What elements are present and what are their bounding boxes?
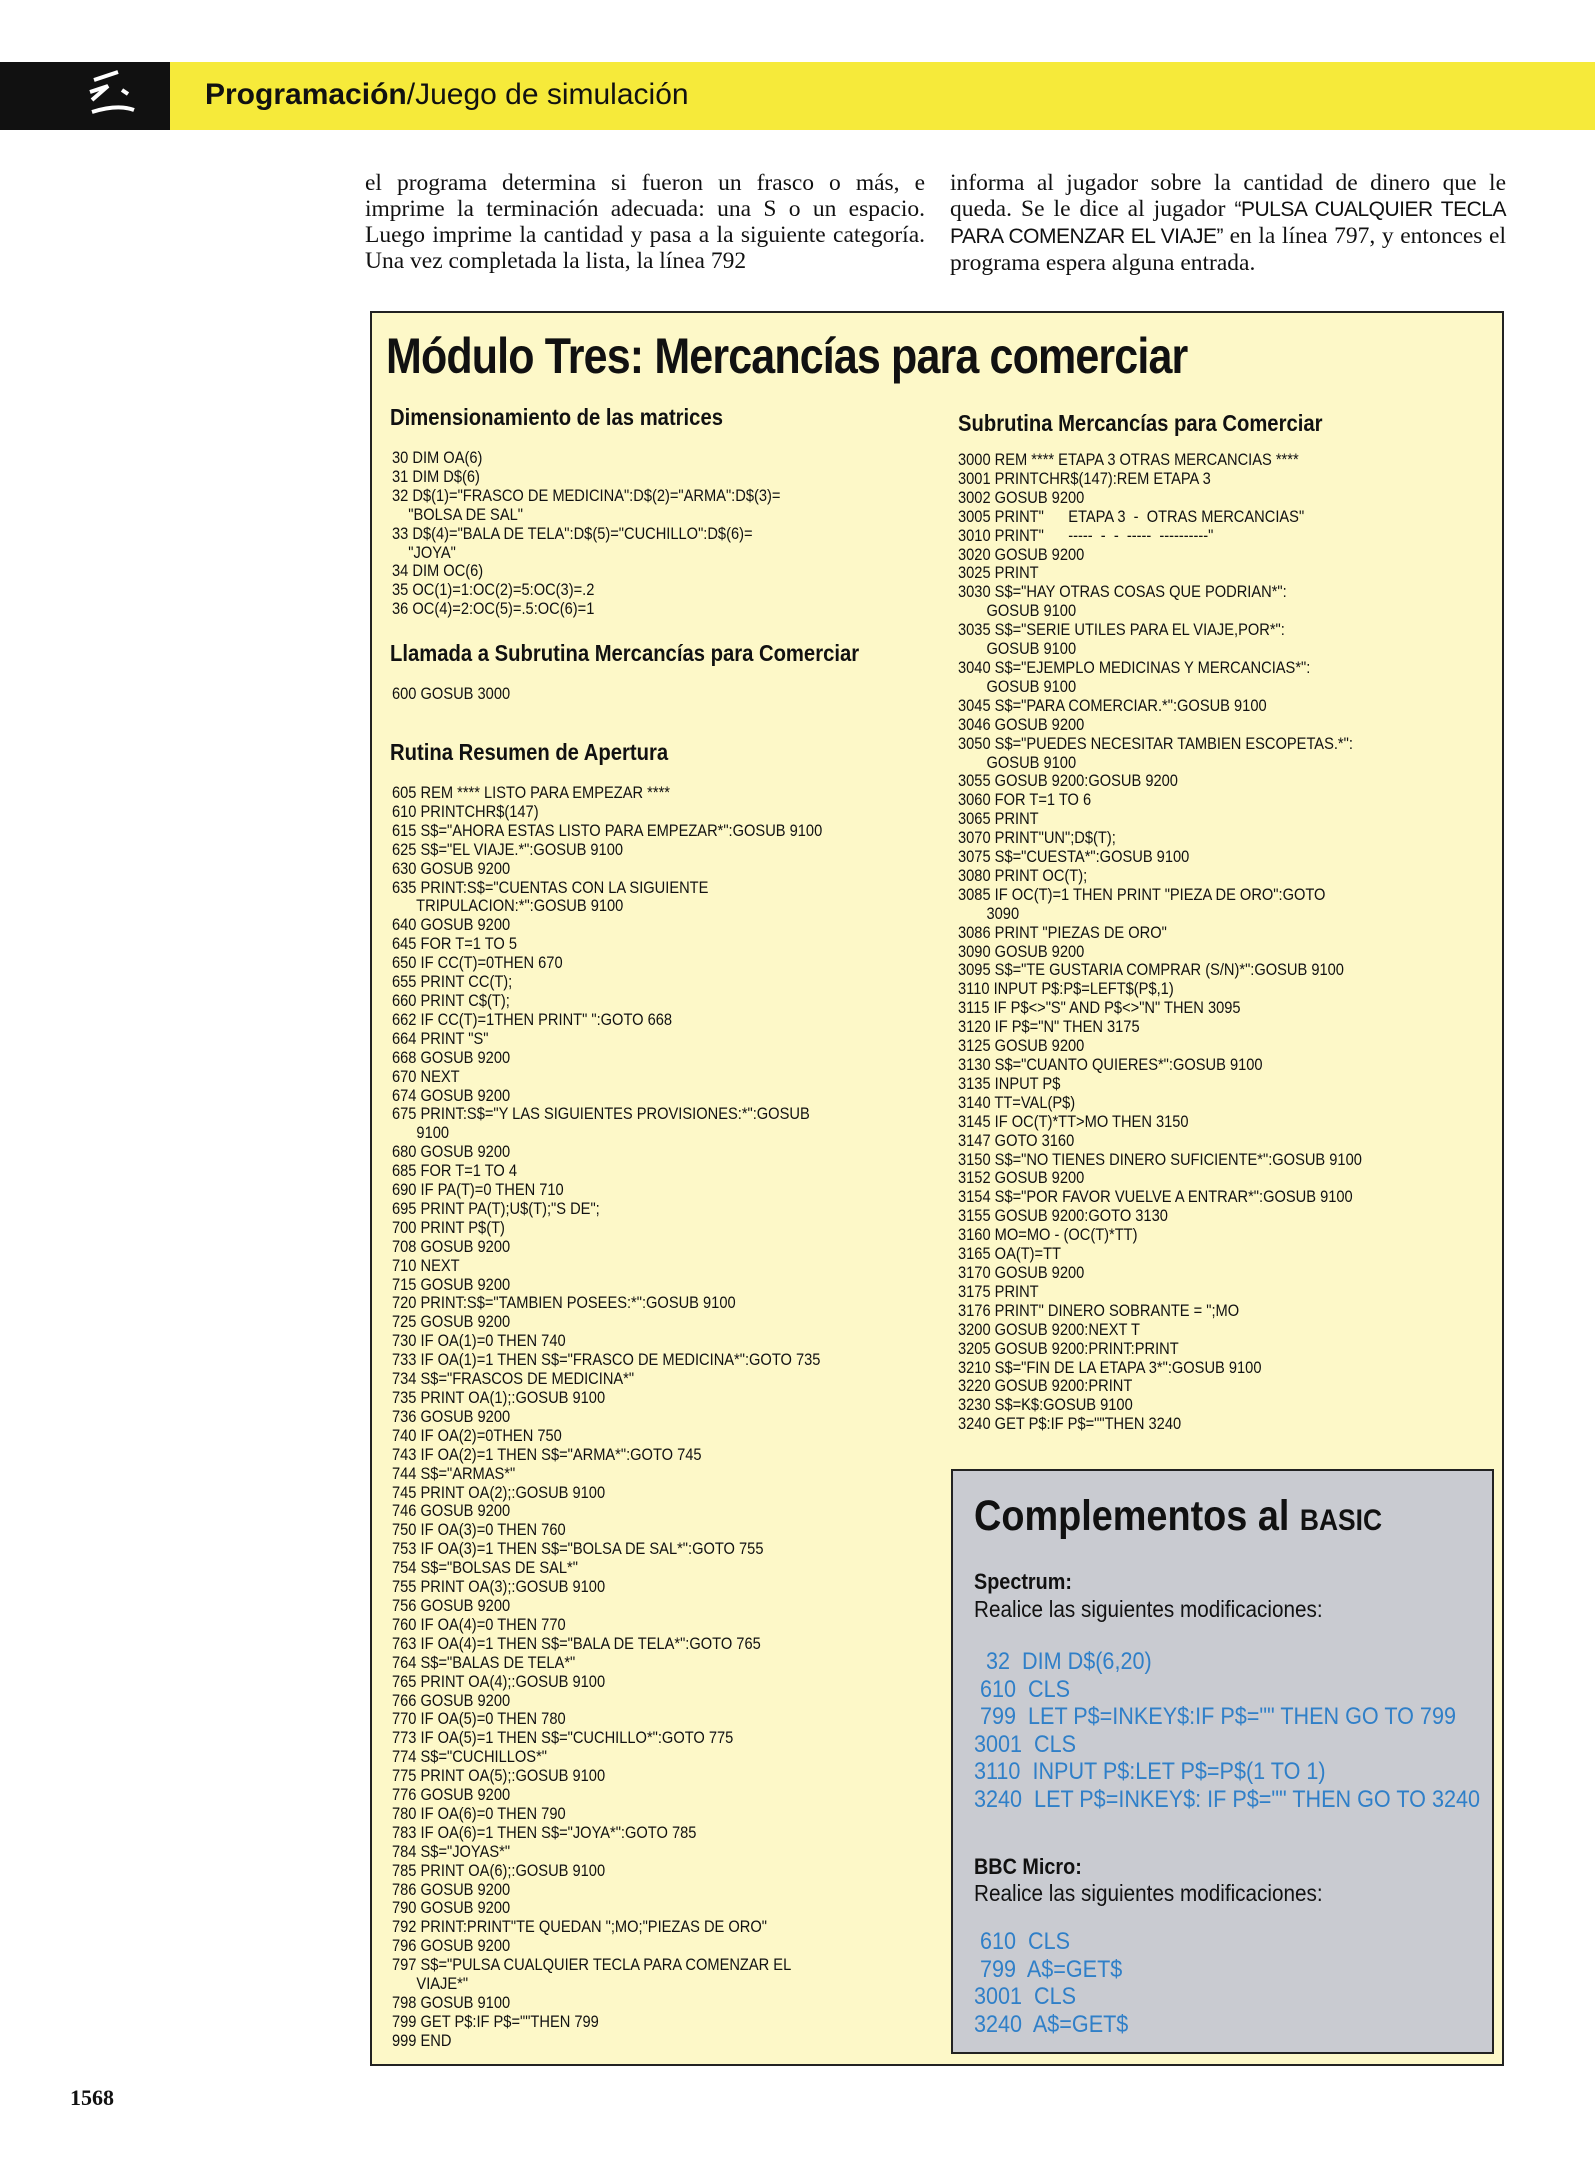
section-title-rest: /Juego de simulación — [406, 78, 689, 111]
intro-right-start: informa al jugador sobre la cantidad de dinero que le queda. Se le dice al jugador — [950, 170, 1506, 222]
call-code-listing: 600 GOSUB 3000 — [392, 685, 511, 703]
bbc-code-listing: 610 CLS 799 A$=GET$ 3001 CLS 3240 A$=GET$ — [974, 1928, 1129, 2038]
logo-icon — [88, 70, 148, 122]
subroutine-section-title: Subrutina Mercancías para Comerciar — [958, 410, 1323, 436]
intro-paragraph-right — [950, 170, 1506, 276]
series-logo — [0, 62, 170, 130]
bbc-instructions: Realice las siguientes modificaciones: — [974, 1880, 1323, 1906]
spectrum-instructions: Realice las siguientes modificaciones: — [974, 1596, 1323, 1622]
subroutine-code-listing: 3000 REM **** ETAPA 3 OTRAS MERCANCIAS **** 3001 PRINTCHR$(147):REM ETAPA 3 3002 GOSUB 9200 3005 PRINT" ETAPA 3 - OTRAS MERCANCIAS" 3010 PRINT" ----- - - ----- ----------" 3020 GOSUB 9200 3025 PRINT 3030 S$="HAY OTRAS COSAS QUE PODRIAN*": GOSUB 9100 3035 S$="SERIE UTILES PARA EL VIAJE,POR*": GOSUB 9100 3040 S$="EJEMPLO MEDICINAS Y MERCANCIAS*": GOSUB 9100 3045 S$="PARA COMERCIAR.*":GOSUB 9100 3046 GOSUB 9200 3050 S$="PUEDES NECESITAR TAMBIEN ESCOPETAS.*": GOSUB 9100 3055 GOSUB 9200:GOSUB 9200 3060 FOR T=1 TO 6 3065 PRINT 3070 PRINT"UN";D$(T); 3075 S$="CUESTA*":GOSUB 9100 3080 PRINT OC(T); 3085 IF OC(T)=1 THEN PRINT "PIEZA DE ORO":GOTO 3090 3086 PRINT "PIEZAS DE ORO" 3090 GOSUB 9200 3095 S$="TE GUSTARIA COMPRAR (S/N)*":GOSUB 9100 3110 INPUT P$:P$=LEFT$(P$,1) 3115 IF P$<>"S" AND P$<>"N" THEN 3095 3120 IF P$="N" THEN 3175 3125 GOSUB 9200 3130 S$="CUANTO QUIERES*":GOSUB 9100 3135 INPUT P$ 3140 TT=VAL(P$) 3145 IF OC(T)*TT>MO THEN 3150 3147 GOTO 3160 3150 S$="NO TIENES DINERO SUFICIENTE*":GOSUB 9100 3152 GOSUB 9200 3154 S$="POR FAVOR VUELVE A ENTRAR*":GOSUB 9100 3155 GOSUB 9200:GOTO 3130 3160 MO=MO - (OC(T)*TT) 3165 OA(T)=TT 3170 GOSUB 9200 3175 PRINT 3176 PRINT" DINERO SOBRANTE = ";MO 3200 GOSUB 9200:NEXT T 3205 GOSUB 9200:PRINT:PRINT 3210 S$="FIN DE LA ETAPA 3*":GOSUB 9100 3220 GOSUB 9200:PRINT 3230 S$=K$:GOSUB 9100 3240 GET P$:IF P$=""THEN 3240 — [958, 451, 1362, 1434]
spectrum-code-listing: 32 DIM D$(6,20) 610 CLS 799 LET P$=INKEY$:IF P$="" THEN GO TO 799 3001 CLS 3110 INPUT P$:LET P$=P$(1 TO 1) 3240 LET P$=INKEY$: IF P$="" THEN GO TO 3240 — [974, 1648, 1480, 1813]
dim-code-listing: 30 DIM OA(6) 31 DIM D$(6) 32 D$(1)="FRASCO DE MEDICINA":D$(2)="ARMA":D$(3)= "BOLSA DE SAL" 33 D$(4)="BALA DE TELA":D$(5)="CUCHILLO":D$(6)= "JOYA" 34 DIM OC(6) 35 OC(1)=1:OC(2)=5:OC(3)=.2 36 OC(4)=2:OC(5)=.5:OC(6)=1 — [392, 449, 781, 619]
intro-paragraph-left: el programa determina si fueron un frasco o más, e imprime la terminación adecuada: una S o un espacio. Luego imprime la cantidad y pasa a la siguiente categoría. Una vez completada la lista, la línea 792 — [365, 170, 925, 274]
dim-section-title: Dimensionamiento de las matrices — [390, 404, 723, 430]
bbc-label: BBC Micro: — [974, 1854, 1082, 1879]
basic-title-main: Complementos al — [974, 1492, 1300, 1540]
module-title: Módulo Tres: Mercancías para comerciar — [386, 328, 1188, 384]
opening-section-title: Rutina Resumen de Apertura — [390, 739, 669, 765]
call-section-title: Llamada a Subrutina Mercancías para Comerciar — [390, 640, 860, 666]
section-title — [205, 78, 689, 112]
section-title-bold: Programación — [205, 78, 407, 111]
basic-title — [974, 1490, 1382, 1547]
basic-title-small: BASIC — [1299, 1504, 1383, 1537]
intro-right-command: “PULSA CUALQUIER TECLA PARA COMENZAR EL VIAJE” — [950, 198, 1506, 248]
page-number: 1568 — [70, 2085, 114, 2110]
intro-right-end: en la línea 797, y entonces el programa espera alguna entrada. — [950, 223, 1506, 276]
spectrum-label: Spectrum: — [974, 1569, 1072, 1594]
opening-code-listing: 605 REM **** LISTO PARA EMPEZAR **** 610 PRINTCHR$(147) 615 S$="AHORA ESTAS LISTO PARA EMPEZAR*":GOSUB 9100 625 S$="EL VIAJE.*":GOSUB 9100 630 GOSUB 9200 635 PRINT:S$="CUENTAS CON LA SIGUIENTE TRIPULACION:*":GOSUB 9100 640 GOSUB 9200 645 FOR T=1 TO 5 650 IF CC(T)=0THEN 670 655 PRINT CC(T); 660 PRINT C$(T); 662 IF CC(T)=1THEN PRINT" ":GOTO 668 664 PRINT "S" 668 GOSUB 9200 670 NEXT 674 GOSUB 9200 675 PRINT:S$="Y LAS SIGUIENTES PROVISIONES:*":GOSUB 9100 680 GOSUB 9200 685 FOR T=1 TO 4 690 IF PA(T)=0 THEN 710 695 PRINT PA(T);U$(T);"S DE"; 700 PRINT P$(T) 708 GOSUB 9200 710 NEXT 715 GOSUB 9200 720 PRINT:S$="TAMBIEN POSEES:*":GOSUB 9100 725 GOSUB 9200 730 IF OA(1)=0 THEN 740 733 IF OA(1)=1 THEN S$="FRASCO DE MEDICINA*":GOTO 735 734 S$="FRASCOS DE MEDICINA*" 735 PRINT OA(1);:GOSUB 9100 736 GOSUB 9200 740 IF OA(2)=0THEN 750 743 IF OA(2)=1 THEN S$="ARMA*":GOTO 745 744 S$="ARMAS*" 745 PRINT OA(2);:GOSUB 9100 746 GOSUB 9200 750 IF OA(3)=0 THEN 760 753 IF OA(3)=1 THEN S$="BOLSA DE SAL*":GOTO 755 754 S$="BOLSAS DE SAL*" 755 PRINT OA(3);:GOSUB 9100 756 GOSUB 9200 760 IF OA(4)=0 THEN 770 763 IF OA(4)=1 THEN S$="BALA DE TELA*":GOTO 765 764 S$="BALAS DE TELA*" 765 PRINT OA(4);:GOSUB 9100 766 GOSUB 9200 770 IF OA(5)=0 THEN 780 773 IF OA(5)=1 THEN S$="CUCHILLO*":GOTO 775 774 S$="CUCHILLOS*" 775 PRINT OA(5);:GOSUB 9100 776 GOSUB 9200 780 IF OA(6)=0 THEN 790 783 IF OA(6)=1 THEN S$="JOYA*":GOTO 785 784 S$="JOYAS*" 785 PRINT OA(6);:GOSUB 9100 786 GOSUB 9200 790 GOSUB 9200 792 PRINT:PRINT"TE QUEDAN ";MO;"PIEZAS DE ORO" 796 GOSUB 9200 797 S$="PULSA CUALQUIER TECLA PARA COMENZAR EL VIAJE*" 798 GOSUB 9100 799 GET P$:IF P$=""THEN 799 999 END — [392, 784, 823, 2050]
